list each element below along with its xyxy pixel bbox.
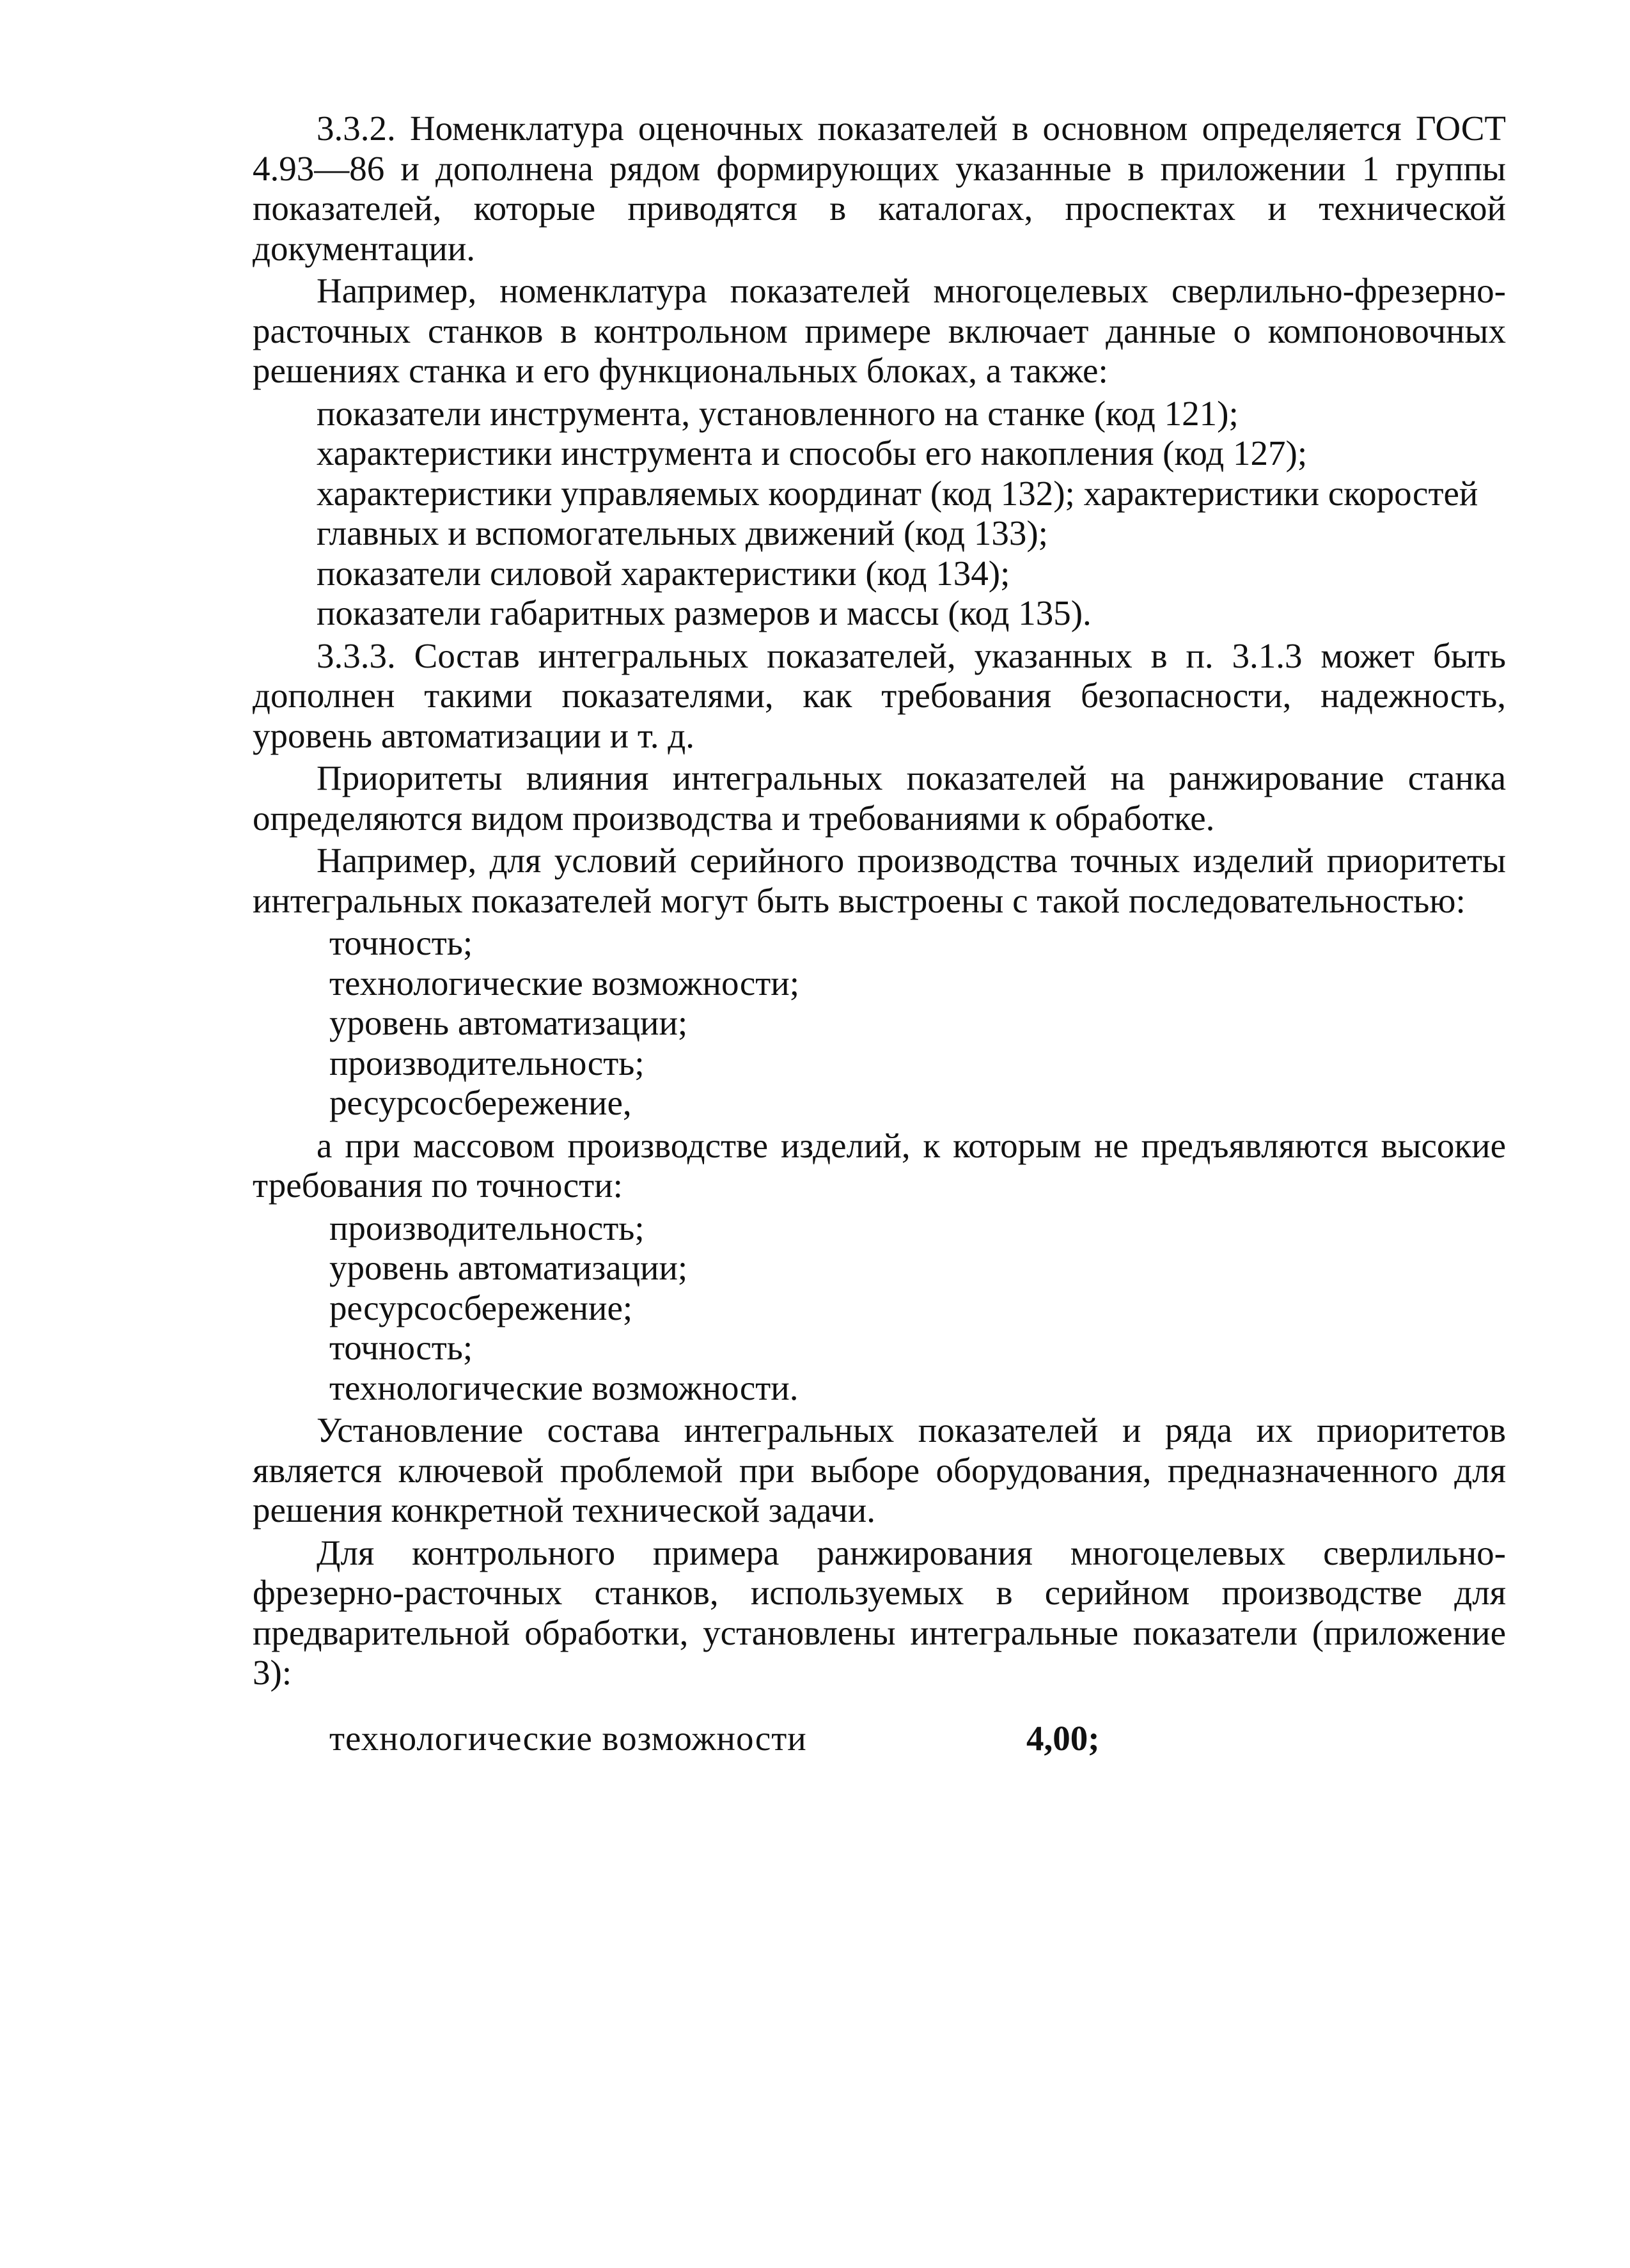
list-item: производительность; [329,1043,645,1083]
paragraph-serial-example: Например, для условий серийного производства точных изделий приоритеты интегральных показателей могут быть выстроены с такой последовательностью: [253,841,1506,920]
paragraph-3-3-3: 3.3.3. Состав интегральных показателей, указанных в п. 3.1.3 может быть дополнен такими показателями, как требования безопасности, надежность, уровень автоматизации и т. д. [253,636,1506,755]
paragraph-mass-production: а при массовом производстве изделий, к которым не предъявляются высокие требования по точности: [253,1125,1506,1205]
list-item: производительность; [329,1208,645,1247]
list-item: ресурсосбережение, [329,1083,632,1122]
list-item: характеристики инструмента и способы его накопления (код 127); [317,434,1308,473]
list-item: показатели силовой характеристики (код 134); [317,553,1010,593]
mass-priority-list [253,1208,1506,1409]
paragraph-priorities: Приоритеты влияния интегральных показателей на ранжирование станка определяются видом производства и требованиями к обработке. [253,758,1506,838]
list-item: технологические возможности. [329,1368,799,1407]
list-item: показатели габаритных размеров и массы (код 135). [317,593,1092,632]
indicator-value: 4,00; [1026,1718,1100,1758]
indicator-label: технологические возможности [329,1718,807,1758]
paragraph-3-3-2: 3.3.2. Номенклатура оценочных показателей в основном определяется ГОСТ 4.93—86 и дополнена рядом формирующих указанные в приложении 1 группы показателей, которые приводятся в каталогах, проспектах и технической документации. [253,109,1506,268]
list-item: ресурсосбережение; [329,1288,633,1327]
codes-list [253,394,1506,634]
list-item: точность; [329,1328,473,1367]
list-item: уровень автоматизации; [329,1248,688,1287]
document-page [253,109,1506,1758]
serial-priority-list [253,923,1506,1123]
paragraph-control-example: Для контрольного примера ранжирования многоцелевых сверлильно-фрезерно-расточных станков, используемых в серийном производстве для предварительной обработки, установлены интегральные показатели (приложение 3): [253,1533,1506,1692]
list-item: характеристики управляемых координат (код 132); характеристики скоростей главных и вспомогательных движений (код 133); [317,473,1478,552]
paragraph-key-problem: Установление состава интегральных показателей и ряда их приоритетов является ключевой проблемой при выборе оборудования, предназначенного для решения конкретной технической задачи. [253,1411,1506,1529]
indicator-value-row [253,1719,1506,1759]
list-item: точность; [329,923,473,962]
list-item: технологические возможности; [329,963,799,1003]
paragraph-nomenclature-example: Например, номенклатура показателей многоцелевых сверлильно-фрезерно-расточных станков в контрольном примере включает данные о компоновочных решениях станка и его функциональных блоках, а также: [253,271,1506,390]
list-item: уровень автоматизации; [329,1003,688,1042]
list-item: показатели инструмента, установленного на станке (код 121); [317,393,1239,433]
